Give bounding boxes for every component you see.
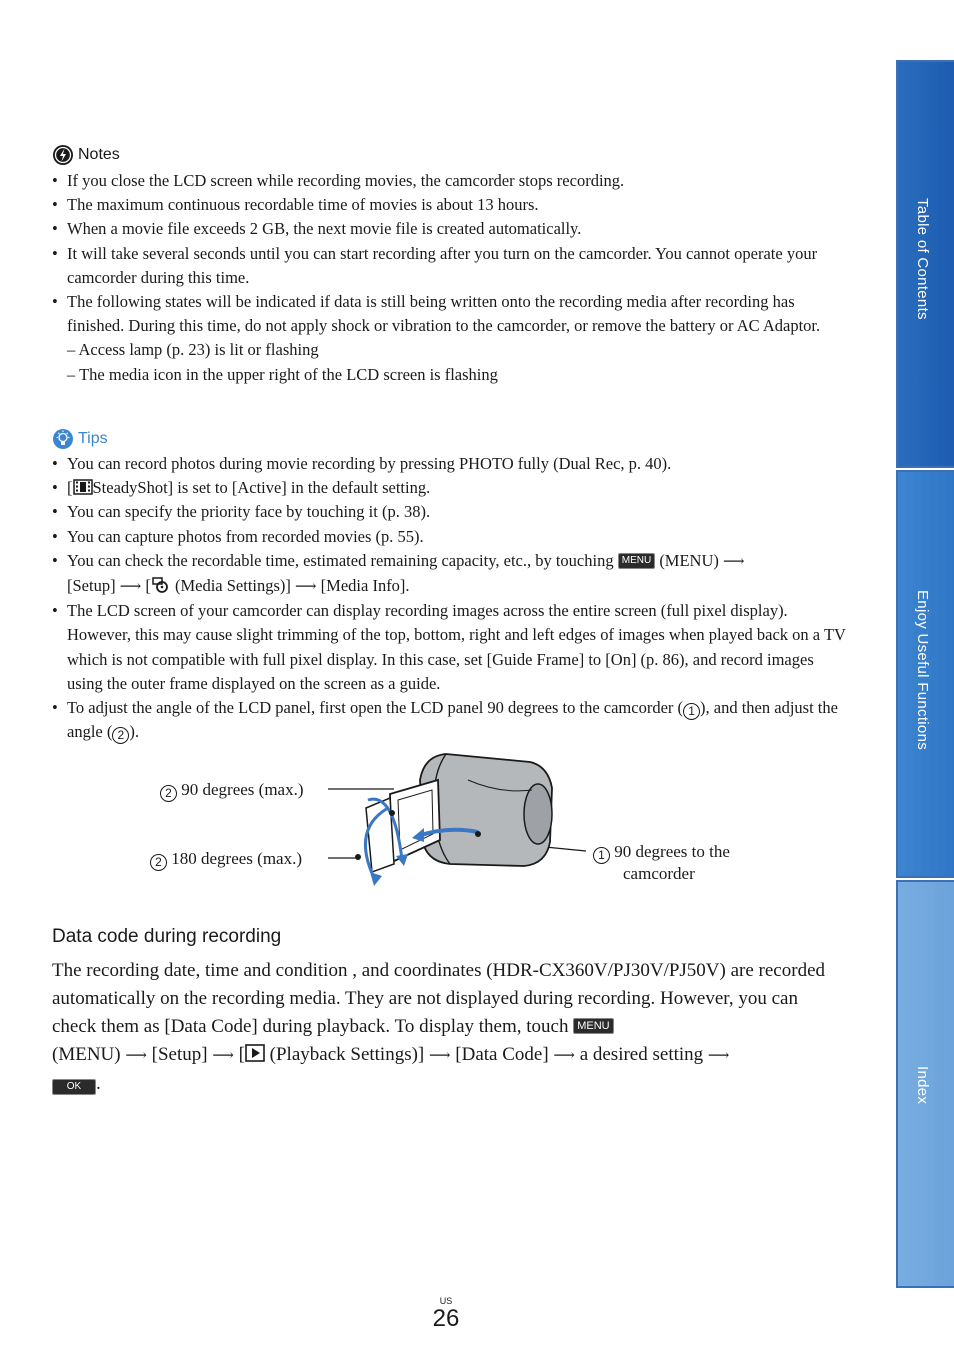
text: [Setup]: [67, 576, 116, 596]
circled-number-1: 1: [593, 847, 610, 864]
menu-button: MENU: [618, 553, 655, 569]
text: SteadyShot] is set to [Active] in the default setting.: [92, 478, 431, 498]
list-item: • You can record photos during movie recording by pressing PHOTO fully (Dual Rec, p. 40).: [52, 452, 852, 476]
playback-icon: [245, 1044, 265, 1065]
circled-number-2: 2: [112, 727, 129, 744]
circled-number-2: 2: [160, 785, 177, 802]
tab-label: Enjoy Useful Functions: [914, 590, 931, 751]
tips-title: Tips: [78, 430, 108, 447]
notes-heading: [52, 144, 120, 166]
list-item: • It will take several seconds until you can start recording after you turn on the camcorder. You cannot operate your camcorder during this time.: [52, 242, 852, 290]
text: .: [96, 1073, 101, 1094]
notes-list: [52, 169, 852, 387]
arrow-right-icon: ⟶: [119, 579, 142, 596]
page-number: [426, 1296, 466, 1332]
data-code-paragraph: [52, 957, 842, 1098]
arrow-right-icon: ⟶: [212, 1048, 234, 1064]
text: ).: [129, 722, 139, 742]
tab-table-of-contents[interactable]: [896, 60, 954, 468]
text: [: [238, 1044, 245, 1065]
sub-list-item: – The media icon in the upper right of the LCD screen is flashing: [67, 364, 498, 384]
tab-enjoy-useful-functions[interactable]: [896, 470, 954, 878]
list-item: • You can specify the priority face by touching it (p. 38).: [52, 500, 852, 524]
list-item: • The following states will be indicated if data is still being written onto the recording media after recording has finished. During this time, do not apply shock or vibration to the camcorder, or remove the battery or AC Adaptor.: [52, 290, 852, 338]
text: [Data Code]: [455, 1044, 549, 1065]
circled-number-1: 1: [683, 703, 700, 720]
text: [: [67, 478, 73, 498]
arrow-right-icon: ⟶: [429, 1048, 451, 1064]
label-90-camcorder: [593, 841, 730, 864]
camcorder-illustration: [320, 750, 600, 890]
arrow-right-icon: ⟶: [295, 579, 317, 596]
text: 90 degrees to the: [614, 842, 730, 861]
arrow-right-icon: ⟶: [723, 553, 745, 570]
arrow-right-icon: ⟶: [125, 1048, 147, 1064]
region-code: US: [439, 1296, 453, 1306]
label-90-camcorder-line2: camcorder: [623, 864, 695, 883]
text: You can check the recordable time, estimated remaining capacity, etc., by touching: [67, 550, 614, 570]
text: 180 degrees (max.): [171, 849, 303, 868]
text: (MENU): [659, 550, 719, 570]
list-item: • The maximum continuous recordable time of movies is about 13 hours.: [52, 193, 852, 217]
text: a desired setting: [579, 1044, 704, 1065]
circled-number-2: 2: [150, 854, 167, 871]
text: 90 degrees (max.): [181, 780, 304, 799]
list-item: • The LCD screen of your camcorder can display recording images across the entire screen (full pixel display). However, this may cause slight trimming of the top, bottom, right and left edges of images when played back on a TV which is not compatible with full pixel display. In this case, set [Guide Frame] to [On] (p. 86), and record images using the outer frame displayed on the screen as a guide.: [52, 599, 852, 696]
label-90-max: [160, 779, 304, 802]
text: [Setup]: [151, 1044, 208, 1065]
film-steadyshot-icon: [73, 478, 93, 497]
lcd-angle-diagram: [150, 750, 770, 890]
sub-list-item: – Access lamp (p. 23) is lit or flashing: [67, 340, 319, 360]
lightbulb-icon: [52, 428, 74, 450]
ok-button: OK: [52, 1079, 96, 1095]
list-item: [52, 696, 852, 744]
arrow-right-icon: ⟶: [707, 1048, 730, 1064]
data-code-heading: Data code during recording: [52, 926, 282, 947]
list-item: • If you close the LCD screen while recording movies, the camcorder stops recording.: [52, 169, 852, 193]
list-item: [52, 549, 852, 599]
page-number-value: 26: [432, 1305, 460, 1332]
text: (Playback Settings)]: [269, 1044, 425, 1065]
text: (Media Settings)]: [174, 576, 291, 596]
tips-list: [52, 452, 852, 744]
list-item: [52, 476, 852, 500]
menu-button: MENU: [573, 1018, 613, 1034]
list-item: • You can capture photos from recorded movies (p. 55).: [52, 525, 852, 549]
text: ), and then adjust the angle (: [67, 698, 838, 742]
arrow-right-icon: ⟶: [553, 1048, 575, 1064]
tab-label: Index: [914, 1066, 931, 1105]
media-settings-icon: [151, 576, 171, 595]
text: (MENU): [52, 1044, 121, 1065]
caution-icon: [52, 144, 74, 166]
label-180-max: [150, 848, 302, 871]
text: [: [145, 576, 151, 596]
text: To adjust the angle of the LCD panel, first open the LCD panel 90 degrees to the camcorder (: [67, 698, 684, 718]
text: [Media Info].: [320, 576, 410, 596]
tab-label: Table of Contents: [914, 198, 931, 320]
notes-title: Notes: [78, 146, 120, 163]
text: The recording date, time and condition , and coordinates (HDR-CX360V/PJ30V/PJ50V) are recorded automatically on the recording media. They are not displayed during recording. However, you can check them as [Data Code] during playback. To display them, touch: [52, 960, 825, 1037]
tips-heading: [52, 428, 108, 450]
list-item: • When a movie file exceeds 2 GB, the next movie file is created automatically.: [52, 217, 852, 241]
tab-index[interactable]: [896, 880, 954, 1288]
